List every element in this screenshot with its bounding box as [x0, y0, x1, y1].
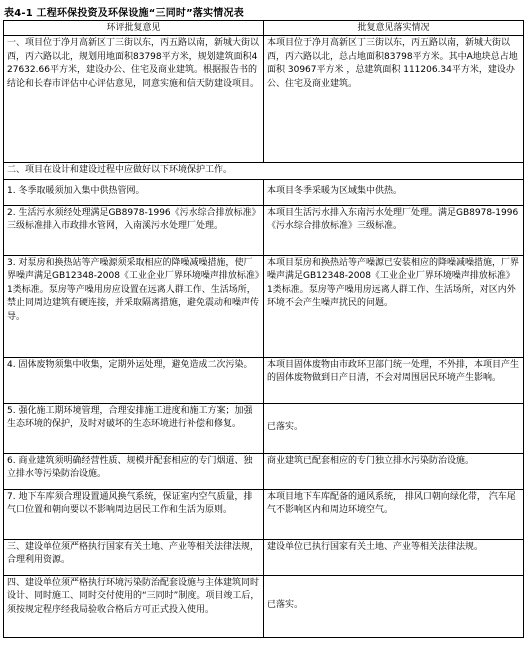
section1-opinion: 一、项目位于净月高新区丁三街以东，丙五路以南，新城大街以西，丙六路以北，规划用地面积83798平方米，规划建筑面积427632.66平方米，建设办公、住宅及商业建筑。根据报告书的结论和长春市评估中心评估意见，同意实施和信天防建设项目。 — [4, 36, 264, 163]
section1-status: 本项目位于净月高新区丁三街以东，丙五路以南，新城大街以西，丙六路以北，总占地面积83798平方米。其中A地块总占地面积 30967平方米 ，总建筑面积 111206.34平方米，建设办公、住宅及商业建筑。 — [264, 36, 524, 163]
header-implementation-status: 批复意见落实情况 — [264, 21, 524, 36]
section4-status: 已落实。 — [264, 575, 524, 637]
section2-title: 二、项目在设计和建设过程中应做好以下环境保护工作。 — [4, 163, 524, 180]
table-header-row — [4, 21, 524, 36]
row4-status: 本项目固体废物由市政环卫部门统一处理，不外排，本项目产生的固体废物做到日产日清，不会对周围居民环境产生影响。 — [264, 357, 524, 403]
compliance-table — [3, 20, 524, 638]
row3-status: 本项目泵房和换热站等产噪源已安装相应的降噪减噪措施，厂界噪声满足GB12348-2008《工业企业厂界环境噪声排放标准》1类标准。泵房等产噪用房远离人群工作、生活场所，对区内外环境不会产生噪声扰民的问题。 — [264, 255, 524, 357]
table-row — [4, 453, 524, 489]
section-title-row — [4, 163, 524, 180]
row6-status: 商业建筑已配套相应的专门独立排水污染防治设施。 — [264, 453, 524, 489]
table-row — [4, 205, 524, 255]
row1-opinion: 1. 冬季取暖须加入集中供热管网。 — [4, 179, 264, 205]
row7-status: 本项目地下车库配备的通风系统， 排风口朝向绿化带， 汽车尾气不影响区内和周边环境空气。 — [264, 489, 524, 539]
table-row — [4, 575, 524, 637]
section3-opinion: 三、建设单位须严格执行国家有关土地、产业等相关法律法规，合理利用资源。 — [4, 539, 264, 575]
table-row — [4, 36, 524, 163]
row5-status: 已落实。 — [264, 403, 524, 453]
row2-status: 本项目生活污水排入东南污水处理厂处理。满足GB8978-1996《污水综合排放标准》三级标准。 — [264, 205, 524, 255]
row5-opinion: 5. 强化施工期环境管理，合理安排施工进度和施工方案；加强生态环境的保护，及时对破坏的生态环境进行补偿和修复。 — [4, 403, 264, 453]
table-row — [4, 403, 524, 453]
row1-status: 本项目冬季采暖为区域集中供热。 — [264, 179, 524, 205]
row7-opinion: 7. 地下车库须合理设置通风换气系统，保证室内空气质量，排气口位置和朝向要以不影响周边居民工作和生活为原则。 — [4, 489, 264, 539]
table-row — [4, 357, 524, 403]
table-row — [4, 179, 524, 205]
section4-opinion: 四、建设单位须严格执行环境污染防治配套设施与主体建筑同时设计、同时施工、同时交付使用的“三同时”制度。项目竣工后，须按规定程序经我局验收合格后方可正式投入使用。 — [4, 575, 264, 637]
header-approval-opinion: 环评批复意见 — [4, 21, 264, 36]
table-caption: 表4-1 工程环保投资及环保设施“三同时”落实情况表 — [4, 8, 244, 19]
table-row — [4, 539, 524, 575]
table-row — [4, 255, 524, 357]
row3-opinion: 3. 对泵房和换热站等产噪源须采取相应的降噪减噪措施，使厂界噪声满足GB12348-2008《工业企业厂界环境噪声排放标准》1类标准。泵房等产噪用房应设置在远离人群工作、生活场所，禁止同周边建筑有硬连接，并采取隔离措施，避免震动和噪声传导。 — [4, 255, 264, 357]
row6-opinion: 6. 商业建筑须明确经营性质、规模并配套相应的专门烟道、独立排水等污染防治设施。 — [4, 453, 264, 489]
row2-opinion: 2. 生活污水须经处理满足GB8978-1996《污水综合排放标准》三级标准排入市政排水管网，入南溪污水处理厂处理。 — [4, 205, 264, 255]
section3-status: 建设单位已执行国家有关土地、产业等相关法律法规。 — [264, 539, 524, 575]
table-row — [4, 489, 524, 539]
row4-opinion: 4. 固体废物须集中收集，定期外运处理，避免造成二次污染。 — [4, 357, 264, 403]
